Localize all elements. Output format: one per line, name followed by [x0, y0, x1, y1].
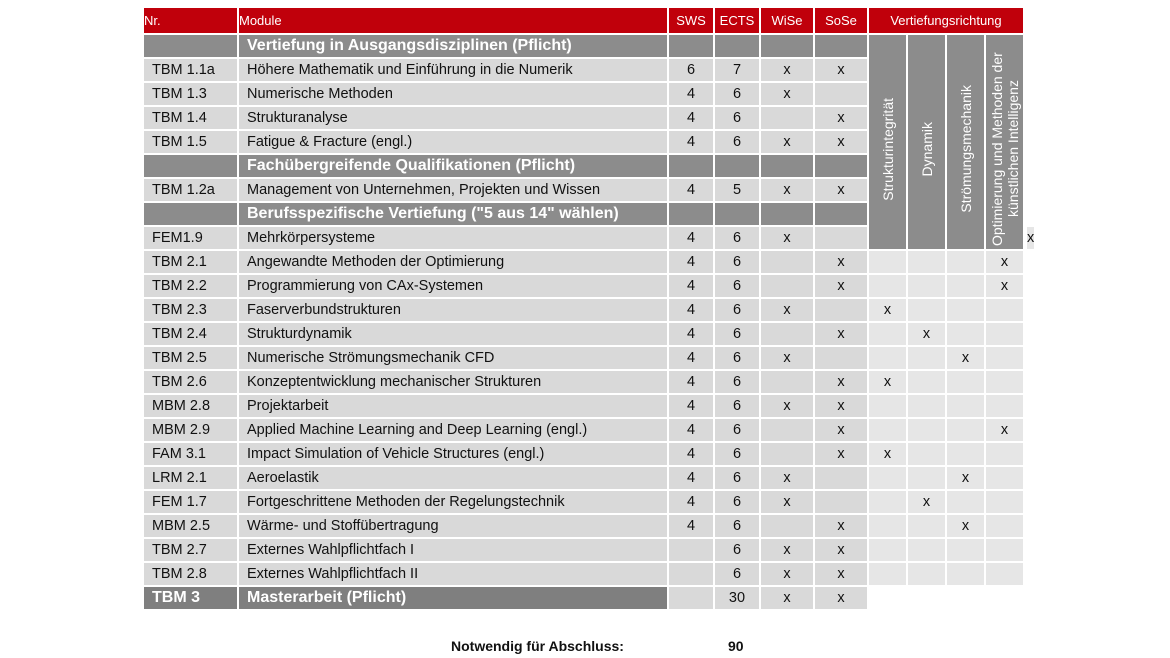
module-sose: x — [815, 275, 867, 297]
specialization-mark-2: x — [908, 491, 945, 513]
specialization-header — [986, 35, 1023, 249]
empty-cell — [869, 587, 1023, 609]
module-title: Numerische Methoden — [239, 83, 667, 105]
module-sose: x — [815, 59, 867, 81]
section-spacer — [144, 35, 237, 57]
module-sose — [815, 227, 867, 249]
module-wise: x — [761, 299, 813, 321]
module-number: TBM 1.1a — [144, 59, 237, 81]
header-nr: Nr. — [144, 8, 237, 33]
module-wise: x — [761, 227, 813, 249]
specialization-mark-2 — [908, 515, 945, 537]
module-sose: x — [815, 443, 867, 465]
module-row — [144, 299, 1038, 321]
module-ects: 6 — [715, 347, 759, 369]
module-wise: x — [761, 347, 813, 369]
section-spacer — [715, 203, 759, 225]
section-spacer — [144, 203, 237, 225]
section-title: Fachübergreifende Qualifikationen (Pflicht) — [239, 155, 667, 177]
total-value: 90 — [728, 638, 744, 654]
header-ects: ECTS — [715, 8, 759, 33]
module-title: Wärme- und Stoffübertragung — [239, 515, 667, 537]
module-sws: 4 — [669, 83, 713, 105]
module-title: Strukturdynamik — [239, 323, 667, 345]
specialization-mark-3 — [947, 371, 984, 393]
specialization-mark-4 — [986, 371, 1023, 393]
specialization-mark-1: x — [869, 371, 906, 393]
module-sws: 4 — [669, 467, 713, 489]
module-sose: x — [815, 251, 867, 273]
module-ects: 7 — [715, 59, 759, 81]
module-row — [144, 275, 1038, 297]
specialization-mark-1: x — [869, 443, 906, 465]
optimierung-ki-label: Optimierung und Methoden der künstlichen Intelligenz — [988, 52, 1021, 246]
module-number: TBM 2.2 — [144, 275, 237, 297]
specialization-mark-3: x — [947, 467, 984, 489]
module-sws: 4 — [669, 275, 713, 297]
module-wise — [761, 419, 813, 441]
module-title: Impact Simulation of Vehicle Structures (engl.) — [239, 443, 667, 465]
module-number: TBM 1.4 — [144, 107, 237, 129]
module-row — [144, 443, 1038, 465]
module-wise — [761, 275, 813, 297]
module-number: TBM 2.5 — [144, 347, 237, 369]
module-sws: 4 — [669, 395, 713, 417]
stroemungsmechanik-label: Strömungsmechanik — [957, 85, 974, 213]
module-title: Masterarbeit (Pflicht) — [239, 587, 667, 609]
specialization-mark-3 — [947, 395, 984, 417]
specialization-mark-2 — [908, 443, 945, 465]
module-wise: x — [761, 395, 813, 417]
module-sose — [815, 467, 867, 489]
module-sws: 4 — [669, 179, 713, 201]
specialization-mark-4 — [986, 299, 1023, 321]
specialization-mark-2 — [908, 395, 945, 417]
specialization-mark-3 — [947, 563, 984, 585]
module-row — [144, 323, 1038, 345]
specialization-header — [908, 35, 945, 249]
module-wise: x — [761, 179, 813, 201]
module-wise — [761, 323, 813, 345]
module-sose — [815, 347, 867, 369]
module-sws — [669, 563, 713, 585]
header-module: Module — [239, 8, 667, 33]
module-sose — [815, 83, 867, 105]
specialization-mark-1 — [869, 491, 906, 513]
module-title: Strukturanalyse — [239, 107, 667, 129]
specialization-mark-4 — [986, 491, 1023, 513]
header-row — [144, 8, 1038, 33]
module-number: TBM 2.7 — [144, 539, 237, 561]
module-wise: x — [761, 491, 813, 513]
module-sose: x — [815, 587, 867, 609]
masterarbeit-row — [144, 587, 1038, 609]
module-wise: x — [761, 587, 813, 609]
module-sose: x — [815, 107, 867, 129]
module-row — [144, 515, 1038, 537]
module-sose: x — [815, 515, 867, 537]
module-ects: 6 — [715, 275, 759, 297]
module-title: Konzeptentwicklung mechanischer Strukturen — [239, 371, 667, 393]
module-ects: 5 — [715, 179, 759, 201]
module-ects: 6 — [715, 323, 759, 345]
specialization-mark-1 — [869, 539, 906, 561]
module-row — [144, 419, 1038, 441]
module-ects: 6 — [715, 299, 759, 321]
section-spacer — [144, 155, 237, 177]
module-sose: x — [815, 419, 867, 441]
module-sws: 4 — [669, 227, 713, 249]
specialization-mark-4 — [986, 323, 1023, 345]
module-ects: 30 — [715, 587, 759, 609]
module-number: TBM 1.2a — [144, 179, 237, 201]
module-sose — [815, 491, 867, 513]
module-sose: x — [815, 539, 867, 561]
module-sws: 4 — [669, 299, 713, 321]
specialization-mark-2 — [908, 299, 945, 321]
specialization-mark-2 — [908, 539, 945, 561]
module-title: Mehrkörpersysteme — [239, 227, 667, 249]
module-wise — [761, 251, 813, 273]
section-title: Vertiefung in Ausgangsdisziplinen (Pflicht) — [239, 35, 667, 57]
module-ects: 6 — [715, 131, 759, 153]
module-number: TBM 1.5 — [144, 131, 237, 153]
module-sose: x — [815, 323, 867, 345]
module-sose: x — [815, 179, 867, 201]
module-ects: 6 — [715, 251, 759, 273]
module-number: MBM 2.5 — [144, 515, 237, 537]
module-row — [144, 539, 1038, 561]
module-wise — [761, 107, 813, 129]
module-ects: 6 — [715, 371, 759, 393]
specialization-mark-4 — [986, 467, 1023, 489]
module-title: Höhere Mathematik und Einführung in die Numerik — [239, 59, 667, 81]
module-title: Faserverbundstrukturen — [239, 299, 667, 321]
module-number: MBM 2.9 — [144, 419, 237, 441]
specialization-mark-1 — [869, 395, 906, 417]
module-title: Fortgeschrittene Methoden der Regelungstechnik — [239, 491, 667, 513]
specialization-mark-1 — [869, 347, 906, 369]
module-row — [144, 347, 1038, 369]
module-ects: 6 — [715, 515, 759, 537]
section-spacer — [715, 155, 759, 177]
module-wise: x — [761, 539, 813, 561]
specialization-mark-3 — [947, 323, 984, 345]
module-number: TBM 2.8 — [144, 563, 237, 585]
module-number: TBM 1.3 — [144, 83, 237, 105]
module-title: Numerische Strömungsmechanik CFD — [239, 347, 667, 369]
module-title: Management von Unternehmen, Projekten und Wissen — [239, 179, 667, 201]
module-sws: 6 — [669, 59, 713, 81]
header-sose: SoSe — [815, 8, 867, 33]
section-spacer — [715, 35, 759, 57]
section-spacer — [815, 35, 867, 57]
module-wise: x — [761, 467, 813, 489]
specialization-mark-3 — [947, 299, 984, 321]
section-spacer — [761, 155, 813, 177]
section-spacer — [815, 203, 867, 225]
specialization-mark-1 — [869, 563, 906, 585]
module-sws — [669, 539, 713, 561]
total-label: Notwendig für Abschluss: — [451, 638, 624, 654]
module-wise: x — [761, 59, 813, 81]
specialization-mark-4 — [986, 563, 1023, 585]
specialization-mark-2 — [908, 251, 945, 273]
module-title: Externes Wahlpflichtfach II — [239, 563, 667, 585]
specialization-mark-4 — [986, 515, 1023, 537]
module-title: Applied Machine Learning and Deep Learning (engl.) — [239, 419, 667, 441]
specialization-mark-2 — [908, 275, 945, 297]
module-wise: x — [761, 563, 813, 585]
module-sws: 4 — [669, 491, 713, 513]
specialization-mark-2: x — [908, 323, 945, 345]
header-sws: SWS — [669, 8, 713, 33]
module-ects: 6 — [715, 467, 759, 489]
module-ects: 6 — [715, 563, 759, 585]
module-sws: 4 — [669, 107, 713, 129]
specialization-mark-1 — [869, 251, 906, 273]
module-title: Projektarbeit — [239, 395, 667, 417]
section-spacer — [815, 155, 867, 177]
specialization-mark-2 — [908, 563, 945, 585]
specialization-mark-3 — [947, 491, 984, 513]
specialization-mark-4: x — [986, 251, 1023, 273]
specialization-mark-3 — [947, 251, 984, 273]
module-sws: 4 — [669, 419, 713, 441]
header-vertiefungsrichtung: Vertiefungsrichtung — [869, 8, 1023, 33]
module-number: FAM 3.1 — [144, 443, 237, 465]
module-number: MBM 2.8 — [144, 395, 237, 417]
module-sose — [815, 299, 867, 321]
strukturintegritaet-label: Strukturintegrität — [879, 97, 896, 201]
module-title: Externes Wahlpflichtfach I — [239, 539, 667, 561]
module-wise — [761, 371, 813, 393]
specialization-mark-4: x — [986, 275, 1023, 297]
module-row — [144, 251, 1038, 273]
specialization-mark-2 — [908, 371, 945, 393]
module-sws: 4 — [669, 443, 713, 465]
module-sws: 4 — [669, 371, 713, 393]
module-number: TBM 2.3 — [144, 299, 237, 321]
specialization-mark-2 — [908, 467, 945, 489]
curriculum-table — [142, 6, 1040, 611]
specialization-mark-2 — [908, 347, 945, 369]
module-ects: 6 — [715, 395, 759, 417]
specialization-mark-1: x — [869, 299, 906, 321]
specialization-mark-3 — [947, 443, 984, 465]
module-number: TBM 2.4 — [144, 323, 237, 345]
module-wise: x — [761, 83, 813, 105]
specialization-mark-1 — [869, 515, 906, 537]
specialization-header — [947, 35, 984, 249]
module-title: Fatigue & Fracture (engl.) — [239, 131, 667, 153]
module-title: Programmierung von CAx-Systemen — [239, 275, 667, 297]
module-number: TBM 2.6 — [144, 371, 237, 393]
module-sws: 4 — [669, 515, 713, 537]
specialization-mark-4 — [986, 443, 1023, 465]
module-sws — [669, 587, 713, 609]
module-number: LRM 2.1 — [144, 467, 237, 489]
module-number: TBM 3 — [144, 587, 237, 609]
module-wise — [761, 515, 813, 537]
section-spacer — [761, 203, 813, 225]
section-spacer — [669, 35, 713, 57]
module-ects: 6 — [715, 443, 759, 465]
specialization-mark-3 — [947, 275, 984, 297]
section-spacer — [669, 155, 713, 177]
module-sose: x — [815, 131, 867, 153]
module-sose: x — [815, 371, 867, 393]
module-wise — [761, 443, 813, 465]
specialization-mark-4 — [986, 395, 1023, 417]
module-number: TBM 2.1 — [144, 251, 237, 273]
specialization-mark-1 — [869, 323, 906, 345]
specialization-mark-3 — [947, 419, 984, 441]
specialization-mark-3: x — [947, 347, 984, 369]
section-spacer — [761, 35, 813, 57]
specialization-mark-1 — [869, 419, 906, 441]
section-spacer — [669, 203, 713, 225]
specialization-mark-4 — [986, 347, 1023, 369]
module-ects: 6 — [715, 107, 759, 129]
module-row — [144, 491, 1038, 513]
specialization-mark-3 — [947, 539, 984, 561]
module-row — [144, 371, 1038, 393]
module-ects: 6 — [715, 419, 759, 441]
specialization-mark-2: x — [1027, 227, 1034, 249]
module-sws: 4 — [669, 323, 713, 345]
specialization-mark-2 — [908, 419, 945, 441]
specialization-mark-3: x — [947, 515, 984, 537]
section-row — [144, 35, 1038, 57]
specialization-mark-4 — [986, 539, 1023, 561]
module-sws: 4 — [669, 347, 713, 369]
module-ects: 6 — [715, 539, 759, 561]
module-wise: x — [761, 131, 813, 153]
specialization-mark-1 — [869, 275, 906, 297]
module-sose: x — [815, 563, 867, 585]
module-title: Angewandte Methoden der Optimierung — [239, 251, 667, 273]
module-row — [144, 467, 1038, 489]
module-sws: 4 — [669, 131, 713, 153]
module-sose: x — [815, 395, 867, 417]
module-row — [144, 563, 1038, 585]
specialization-mark-4: x — [986, 419, 1023, 441]
specialization-mark-1 — [869, 467, 906, 489]
module-title: Aeroelastik — [239, 467, 667, 489]
specialization-header — [869, 35, 906, 249]
module-number: FEM1.9 — [144, 227, 237, 249]
header-wise: WiSe — [761, 8, 813, 33]
module-ects: 6 — [715, 83, 759, 105]
section-title: Berufsspezifische Vertiefung ("5 aus 14" wählen) — [239, 203, 667, 225]
module-ects: 6 — [715, 491, 759, 513]
module-row — [144, 395, 1038, 417]
module-number: FEM 1.7 — [144, 491, 237, 513]
module-ects: 6 — [715, 227, 759, 249]
module-sws: 4 — [669, 251, 713, 273]
dynamik-label: Dynamik — [918, 121, 935, 177]
